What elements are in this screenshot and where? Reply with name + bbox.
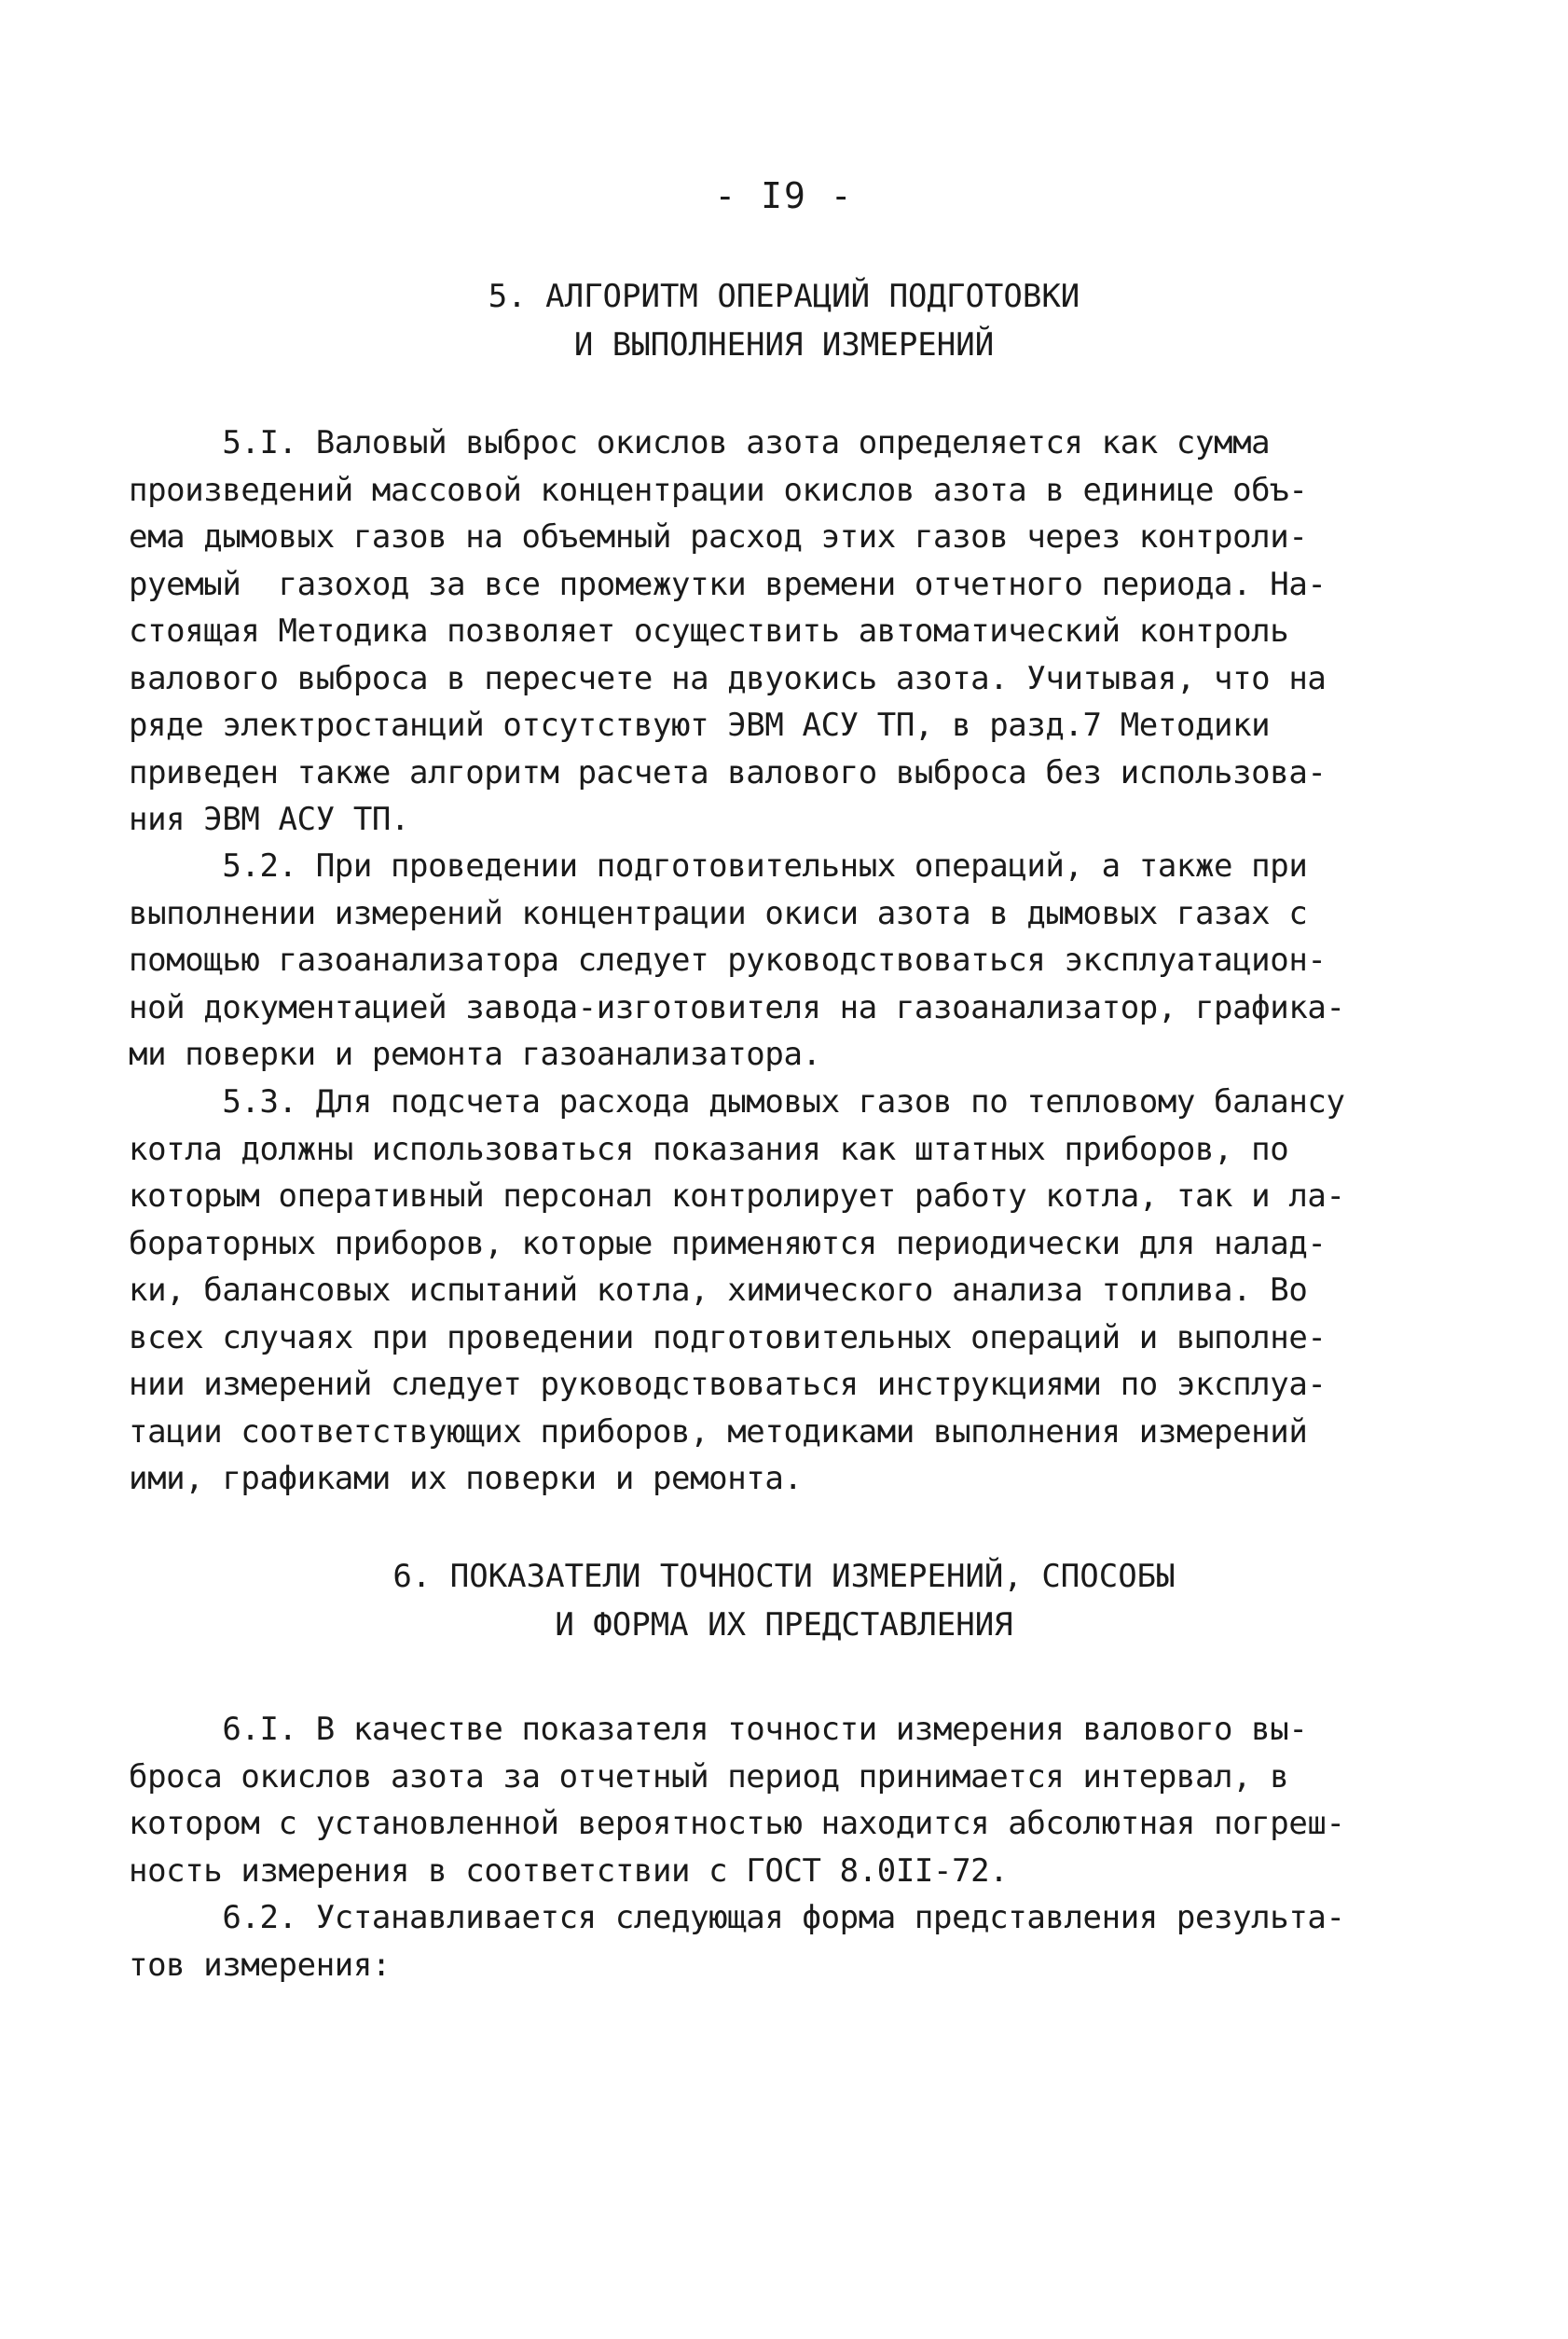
text-line: ной документацией завода-изготовителя на газоанализатор, графика- <box>129 988 1345 1026</box>
text-line: помощью газоанализатора следует руководствоваться эксплуатацион- <box>129 942 1327 979</box>
section-5-heading <box>0 272 1568 369</box>
text-line: броса окислов азота за отчетный период принимается интервал, в <box>129 1757 1289 1796</box>
text-line: руемый газоход за все промежутки времени отчетного периода. На- <box>129 565 1327 603</box>
text-line: 6.I. В качестве показателя точности измерения валового вы- <box>129 1711 1308 1748</box>
text-line: 5.I. Валовый выброс окислов азота определяется как сумма <box>129 424 1271 461</box>
text-line: ки, балансовых испытаний котла, химического анализа топлива. Во <box>129 1272 1308 1309</box>
text-line: выполнении измерений концентрации окиси азота в дымовых газах с <box>129 894 1308 932</box>
paragraph-5-3 <box>129 1079 1396 1503</box>
text-line: ность измерения в соответствии с ГОСТ 8.0II-72. <box>129 1851 1009 1890</box>
paragraph-5-2 <box>129 843 1396 1079</box>
section-6-heading <box>0 1552 1568 1649</box>
paragraph-5-1 <box>129 420 1396 844</box>
text-line: нии измерений следует руководствоваться инструкциями по эксплуа- <box>129 1366 1327 1403</box>
text-line: всех случаях при проведении подготовительных операций и выполне- <box>129 1318 1327 1356</box>
text-line: 6.2. Устанавливается следующая форма представления результа- <box>129 1899 1345 1936</box>
paragraph-6-1 <box>129 1706 1396 1894</box>
text-line: ряде электростанций отсутствуют ЭВМ АСУ ТП, в разд.7 Методики <box>129 707 1271 744</box>
text-line: тации соответствующих приборов, методиками выполнения измерений <box>129 1412 1308 1451</box>
text-line: приведен также алгоритм расчета валового выброса без использова- <box>129 753 1327 791</box>
section-5-heading-line-1: 5. АЛГОРИТМ ОПЕРАЦИЙ ПОДГОТОВКИ <box>488 278 1080 315</box>
section-5-heading-line-2: И ВЫПОЛНЕНИЯ ИЗМЕРЕНИЙ <box>573 326 995 364</box>
text-line: ими, графиками их поверки и ремонта. <box>129 1460 803 1497</box>
text-line: ния ЭВМ АСУ ТП. <box>129 801 410 838</box>
text-line: котла должны использоваться показания как штатных приборов, по <box>129 1130 1289 1168</box>
text-line: котором с установленной вероятностью находится абсолютная погреш- <box>129 1805 1345 1842</box>
text-line: валового выброса в пересчете на двуокись азота. Учитывая, что на <box>129 659 1327 697</box>
section-6-heading-line-1: 6. ПОКАЗАТЕЛИ ТОЧНОСТИ ИЗМЕРЕНИЙ, СПОСОБЫ <box>392 1558 1176 1595</box>
text-line: стоящая Методика позволяет осуществить автоматический контроль <box>129 612 1289 650</box>
text-line: ема дымовых газов на объемный расход этих газов через контроли- <box>129 518 1308 556</box>
text-line: бораторных приборов, которые применяются периодически для налад- <box>129 1224 1327 1262</box>
text-line: произведений массовой концентрации окислов азота в единице объ- <box>129 471 1308 509</box>
text-line: 5.3. Для подсчета расхода дымовых газов по тепловому балансу <box>129 1083 1345 1121</box>
page-number: - I9 - <box>714 175 854 216</box>
section-6-heading-line-2: И ФОРМА ИХ ПРЕДСТАВЛЕНИЯ <box>555 1606 1013 1644</box>
text-line: которым оперативный персонал контролирует работу котла, так и ла- <box>129 1177 1345 1215</box>
text-line: тов измерения: <box>129 1946 391 1984</box>
text-line: 5.2. При проведении подготовительных операций, а также при <box>129 847 1308 885</box>
text-line: ми поверки и ремонта газоанализатора. <box>129 1036 821 1073</box>
paragraph-6-2 <box>129 1894 1396 1988</box>
